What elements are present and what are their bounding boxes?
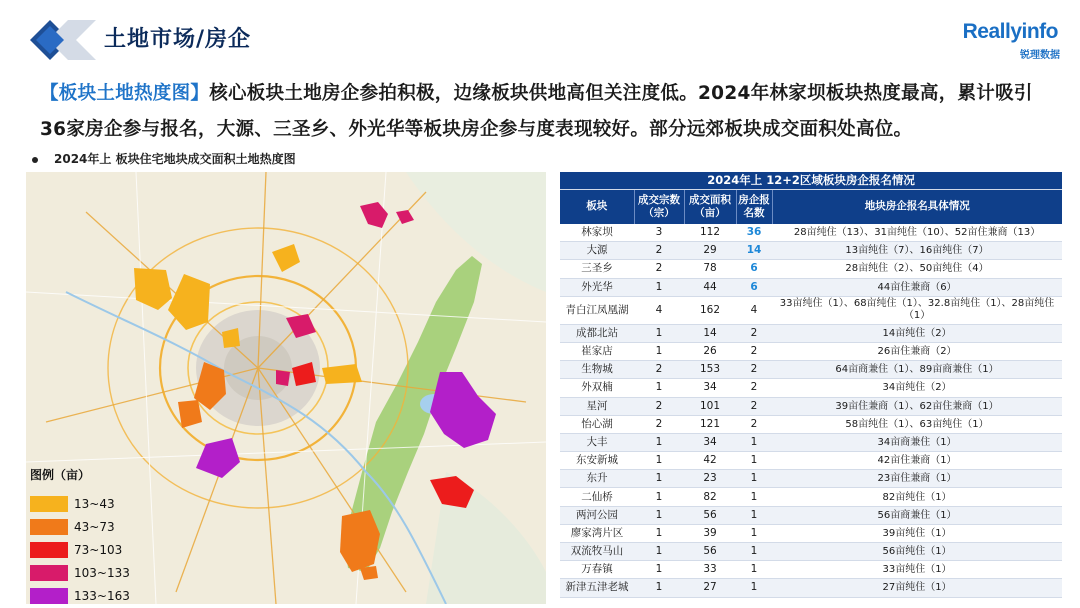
cell-signups: 6 [736, 278, 772, 296]
table-row [560, 452, 1062, 470]
heat-patch [276, 370, 290, 386]
cell-detail: 26亩住兼商（2） [772, 342, 1062, 360]
cell-block: 东安新城 [560, 452, 634, 470]
cell-block: 星河 [560, 397, 634, 415]
cell-area: 34 [684, 379, 736, 397]
page-title-main: 土地市场/ [104, 27, 206, 52]
table-row [560, 361, 1062, 379]
cell-deals: 2 [634, 361, 684, 379]
cell-deals: 2 [634, 260, 684, 278]
cell-deals: 4 [634, 296, 684, 324]
legend-label: 43~73 [74, 519, 115, 534]
legend-label: 13~43 [74, 496, 115, 511]
cell-signups: 1 [736, 470, 772, 488]
signup-table-wrapper [560, 172, 1062, 598]
cell-detail: 42亩住兼商（1） [772, 452, 1062, 470]
cell-block: 青白江凤凰湖 [560, 296, 634, 324]
cell-signups: 1 [736, 561, 772, 579]
cell-deals: 1 [634, 543, 684, 561]
cell-block: 成都北站 [560, 324, 634, 342]
cell-deals: 1 [634, 488, 684, 506]
page-title [104, 22, 251, 53]
cell-detail: 64亩商兼住（1）、89亩商兼住（1） [772, 361, 1062, 379]
cell-block: 怡心湖 [560, 415, 634, 433]
cell-area: 112 [684, 224, 736, 242]
cell-detail: 13亩纯住（7）、16亩纯住（7） [772, 242, 1062, 260]
cell-signups: 2 [736, 361, 772, 379]
col-header-block: 板块 [560, 190, 634, 224]
legend-label: 73~103 [74, 542, 123, 557]
col-header-deals: 成交宗数（宗） [634, 190, 684, 224]
legend-item [30, 584, 180, 607]
table-row [560, 224, 1062, 242]
cell-signups: 36 [736, 224, 772, 242]
cell-deals: 1 [634, 506, 684, 524]
cell-block: 崔家店 [560, 342, 634, 360]
cell-area: 78 [684, 260, 736, 278]
legend-swatch [30, 496, 68, 512]
col-header-area: 成交面积（亩） [684, 190, 736, 224]
cell-signups: 1 [736, 524, 772, 542]
cell-deals: 1 [634, 278, 684, 296]
cell-detail: 39亩纯住（1） [772, 524, 1062, 542]
legend-swatch [30, 565, 68, 581]
cell-detail: 33亩纯住（1） [772, 561, 1062, 579]
cell-detail: 28亩纯住（2）、50亩纯住（4） [772, 260, 1062, 278]
cell-detail: 28亩纯住（13）、31亩纯住（10）、52亩住兼商（13） [772, 224, 1062, 242]
cell-area: 29 [684, 242, 736, 260]
cell-area: 27 [684, 579, 736, 597]
cell-deals: 1 [634, 579, 684, 597]
table-row [560, 296, 1062, 324]
cell-signups: 6 [736, 260, 772, 278]
cell-deals: 1 [634, 524, 684, 542]
table-title: 2024年上 12+2区域板块房企报名情况 [560, 172, 1062, 190]
cell-signups: 2 [736, 324, 772, 342]
cell-area: 44 [684, 278, 736, 296]
cell-signups: 1 [736, 579, 772, 597]
summary-paragraph [40, 76, 1050, 148]
table-row [560, 415, 1062, 433]
table-body [560, 224, 1062, 598]
cell-signups: 1 [736, 506, 772, 524]
cell-block: 廖家湾片区 [560, 524, 634, 542]
brand-subtitle: 锐理数据 [1020, 50, 1060, 61]
table-row [560, 260, 1062, 278]
cell-area: 42 [684, 452, 736, 470]
table-row [560, 561, 1062, 579]
cell-deals: 2 [634, 415, 684, 433]
cell-area: 56 [684, 543, 736, 561]
col-header-signups: 房企报名数 [736, 190, 772, 224]
cell-detail: 58亩纯住（1）、63亩纯住（1） [772, 415, 1062, 433]
cell-signups: 1 [736, 452, 772, 470]
map-caption [32, 150, 296, 167]
cell-block: 大源 [560, 242, 634, 260]
legend-item [30, 538, 180, 561]
cell-detail: 39亩住兼商（1）、62亩住兼商（1） [772, 397, 1062, 415]
table-row [560, 524, 1062, 542]
cell-detail: 34亩商兼住（1） [772, 433, 1062, 451]
cell-signups: 2 [736, 397, 772, 415]
cell-deals: 2 [634, 397, 684, 415]
signup-table [560, 172, 1062, 598]
table-row [560, 242, 1062, 260]
table-row [560, 470, 1062, 488]
cell-signups: 2 [736, 342, 772, 360]
cell-block: 三圣乡 [560, 260, 634, 278]
legend-item [30, 515, 180, 538]
cell-deals: 1 [634, 470, 684, 488]
cell-block: 两河公园 [560, 506, 634, 524]
cell-deals: 2 [634, 242, 684, 260]
table-row [560, 579, 1062, 597]
table-row [560, 488, 1062, 506]
cell-signups: 2 [736, 415, 772, 433]
page-title-accent: 房企 [205, 27, 252, 52]
brand-logo: Reallyinfo [962, 20, 1058, 43]
cell-area: 153 [684, 361, 736, 379]
cell-area: 56 [684, 506, 736, 524]
cell-block: 生物城 [560, 361, 634, 379]
cell-block: 外光华 [560, 278, 634, 296]
legend-item [30, 492, 180, 515]
cell-area: 14 [684, 324, 736, 342]
legend-swatch [30, 588, 68, 604]
cell-block: 二仙桥 [560, 488, 634, 506]
cell-detail: 82亩纯住（1） [772, 488, 1062, 506]
map-legend [30, 466, 180, 607]
table-row [560, 342, 1062, 360]
cell-area: 82 [684, 488, 736, 506]
cell-detail: 14亩纯住（2） [772, 324, 1062, 342]
cell-signups: 4 [736, 296, 772, 324]
legend-item [30, 561, 180, 584]
table-row [560, 397, 1062, 415]
cell-detail: 23亩住兼商（1） [772, 470, 1062, 488]
cell-area: 39 [684, 524, 736, 542]
map-caption-text: 2024年上 板块住宅地块成交面积土地热度图 [54, 152, 296, 166]
cell-signups: 1 [736, 433, 772, 451]
table-row [560, 379, 1062, 397]
cell-block: 双流牧马山 [560, 543, 634, 561]
cell-block: 大丰 [560, 433, 634, 451]
summary-tag: 【板块土地热度图】 [40, 83, 210, 104]
cell-area: 101 [684, 397, 736, 415]
cell-area: 23 [684, 470, 736, 488]
cell-block: 万春镇 [560, 561, 634, 579]
table-row [560, 324, 1062, 342]
legend-swatch [30, 542, 68, 558]
table-row [560, 543, 1062, 561]
table-row [560, 278, 1062, 296]
summary-text: 核心板块土地房企参拍积极，边缘板块供地高但关注度低。2024年林家坝板块热度最高，累计吸引36家房企参与报名，大源、三圣乡、外光华等板块房企参与度表现较好。部分远郊板块成交面积处高位。 [40, 83, 1033, 140]
cell-block: 外双楠 [560, 379, 634, 397]
cell-deals: 1 [634, 452, 684, 470]
legend-title: 图例（亩） [30, 468, 91, 482]
cell-signups: 1 [736, 543, 772, 561]
table-row [560, 433, 1062, 451]
cell-detail: 44亩住兼商（6） [772, 278, 1062, 296]
cell-area: 33 [684, 561, 736, 579]
cell-deals: 1 [634, 433, 684, 451]
cell-signups: 14 [736, 242, 772, 260]
cell-area: 121 [684, 415, 736, 433]
cell-deals: 1 [634, 561, 684, 579]
legend-label: 133~163 [74, 588, 130, 603]
cell-detail: 56亩纯住（1） [772, 543, 1062, 561]
header-logo-icon [26, 14, 98, 66]
cell-detail: 34亩纯住（2） [772, 379, 1062, 397]
cell-deals: 3 [634, 224, 684, 242]
cell-signups: 2 [736, 379, 772, 397]
table-row [560, 506, 1062, 524]
cell-detail: 56亩商兼住（1） [772, 506, 1062, 524]
cell-block: 林家坝 [560, 224, 634, 242]
cell-deals: 1 [634, 324, 684, 342]
cell-signups: 1 [736, 488, 772, 506]
cell-detail: 27亩纯住（1） [772, 579, 1062, 597]
cell-detail: 33亩纯住（1）、68亩纯住（1）、32.8亩纯住（1）、28亩纯住（1） [772, 296, 1062, 324]
bullet-icon [32, 157, 38, 163]
cell-area: 34 [684, 433, 736, 451]
legend-label: 103~133 [74, 565, 130, 580]
cell-deals: 1 [634, 379, 684, 397]
legend-swatch [30, 519, 68, 535]
cell-area: 162 [684, 296, 736, 324]
col-header-detail: 地块房企报名具体情况 [772, 190, 1062, 224]
cell-area: 26 [684, 342, 736, 360]
cell-deals: 1 [634, 342, 684, 360]
cell-block: 新津五津老城 [560, 579, 634, 597]
cell-block: 东升 [560, 470, 634, 488]
